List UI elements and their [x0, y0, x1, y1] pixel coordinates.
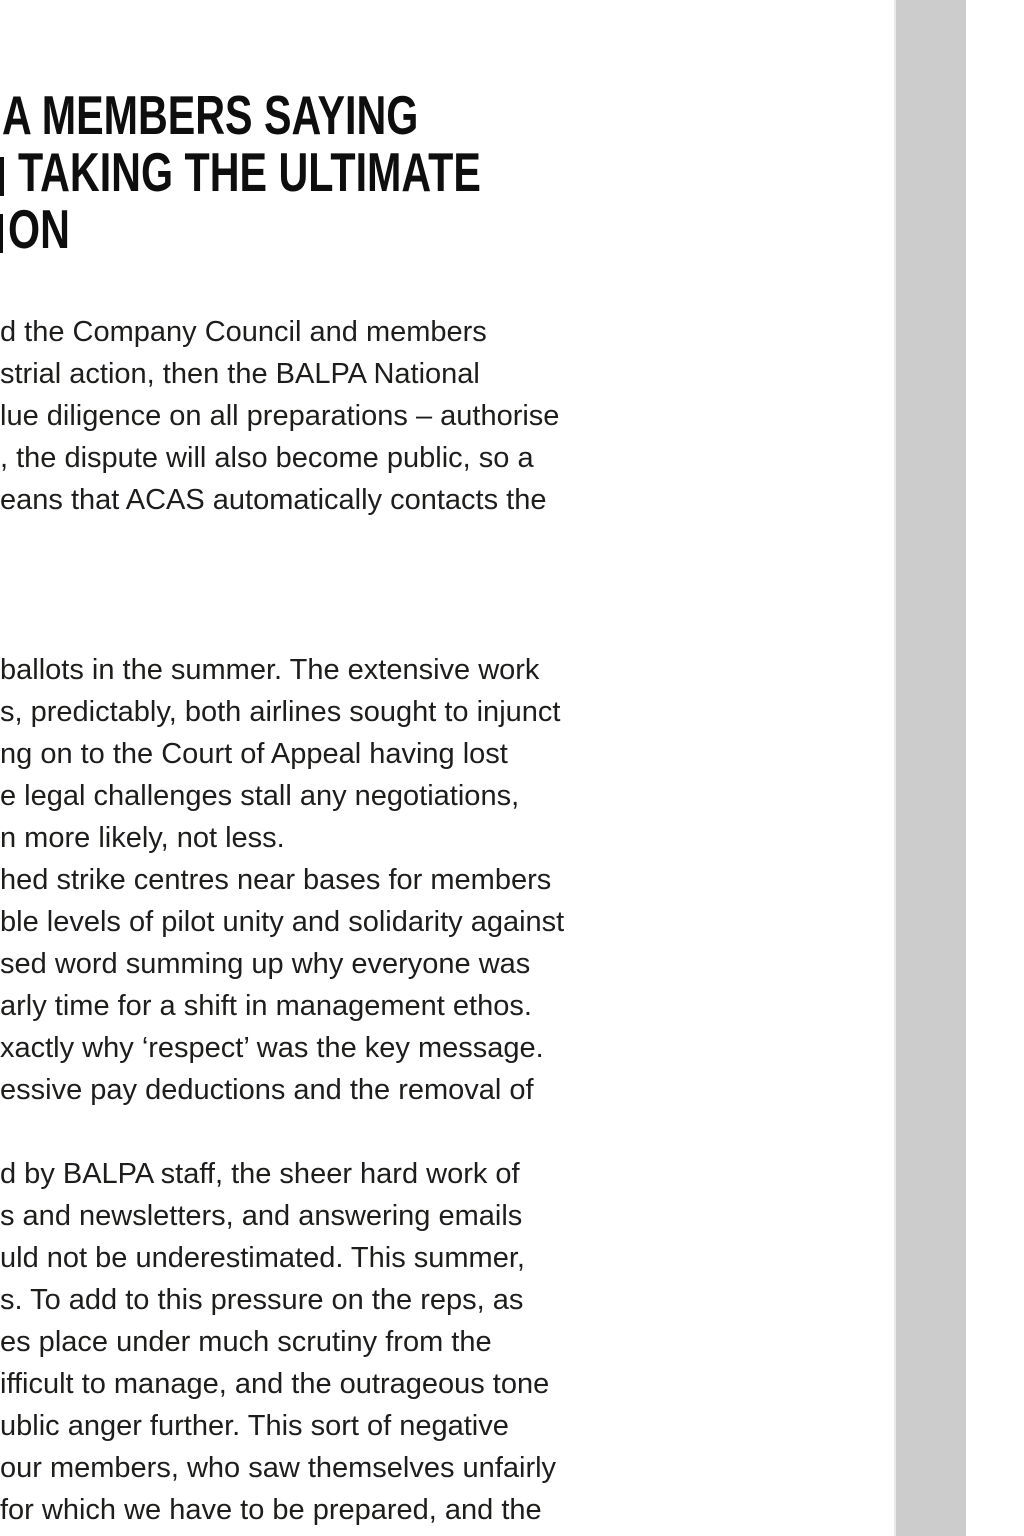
text-line: sed word summing up why everyone was	[0, 948, 531, 980]
cut-letter-fragment	[0, 157, 4, 196]
heading-line: ON	[8, 198, 70, 260]
text-line: ifficult to manage, and the outrageous tone	[0, 1368, 550, 1400]
text-line: for which we have to be prepared, and the	[0, 1494, 542, 1526]
text-line: , the dispute will also become public, so a	[0, 442, 534, 474]
body-paragraph-1	[0, 311, 559, 521]
text-line: n more likely, not less.	[0, 822, 285, 854]
text-line: xactly why ‘respect’ was the key message.	[0, 1032, 544, 1064]
text-line: essive pay deductions and the removal of	[0, 1074, 534, 1106]
text-line: uld not be underestimated. This summer,	[0, 1242, 525, 1274]
text-line: ble levels of pilot unity and solidarity against	[0, 906, 565, 938]
text-line: d by BALPA staff, the sheer hard work of	[0, 1158, 520, 1190]
text-line: hed strike centres near bases for members	[0, 864, 552, 896]
cut-letter-fragment	[0, 214, 3, 253]
heading-line: TAKING THE ULTIMATE	[18, 141, 481, 203]
text-line: our members, who saw themselves unfairly	[0, 1452, 557, 1484]
text-line: es place under much scrutiny from the	[0, 1326, 492, 1358]
text-line: ballots in the summer. The extensive work	[0, 654, 540, 686]
heading-line: A MEMBERS SAYING	[2, 84, 419, 146]
text-line: s and newsletters, and answering emails	[0, 1200, 523, 1232]
text-line: ng on to the Court of Appeal having lost	[0, 738, 508, 770]
text-line: lue diligence on all preparations – authorise	[0, 400, 560, 432]
text-line: s. To add to this pressure on the reps, as	[0, 1284, 524, 1316]
text-line: arly time for a shift in management ethos.	[0, 990, 532, 1022]
article-heading	[0, 84, 635, 260]
body-paragraph-2	[0, 649, 564, 1111]
body-paragraph-3	[0, 1153, 556, 1531]
text-line: strial action, then the BALPA National	[0, 358, 480, 390]
text-line: d the Company Council and members	[0, 316, 487, 348]
text-line: eans that ACAS automatically contacts the	[0, 484, 547, 516]
text-line: e legal challenges stall any negotiations,	[0, 780, 520, 812]
text-line: ublic anger further. This sort of negative	[0, 1410, 509, 1442]
text-line: s, predictably, both airlines sought to injunct	[0, 696, 561, 728]
page-margin-gray-bar	[894, 0, 966, 1536]
